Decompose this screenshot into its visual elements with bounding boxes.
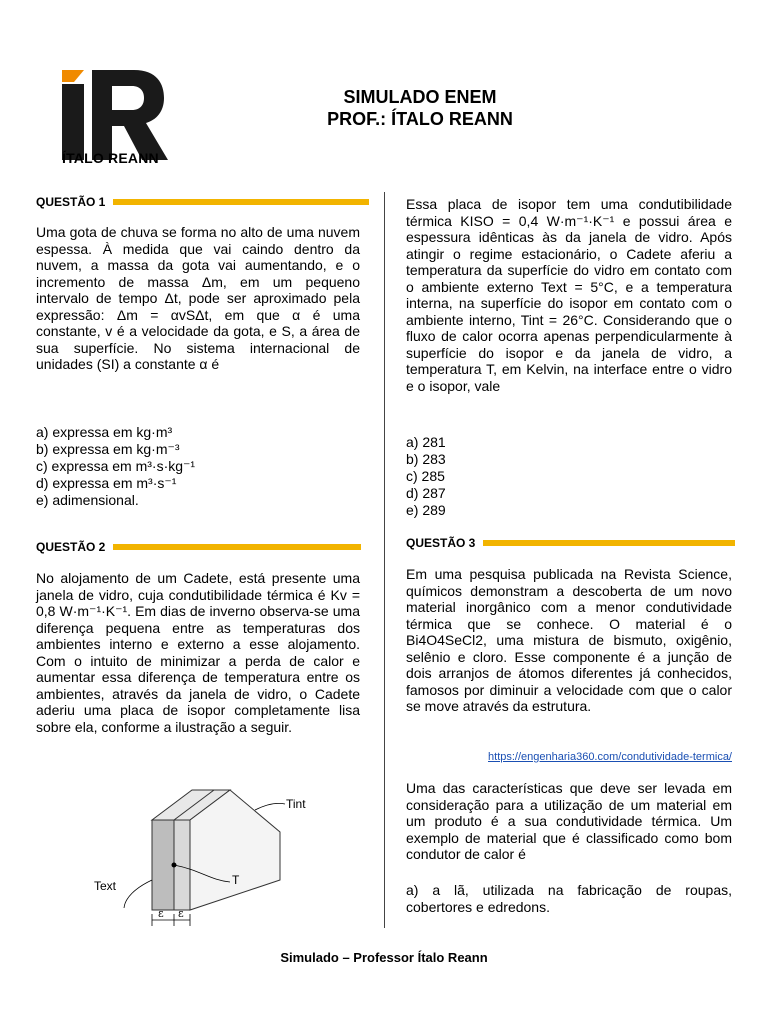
- option-b: b) expressa em kg·m⁻³: [36, 441, 180, 457]
- option-b: b) 283: [406, 451, 446, 467]
- question-1-text: Uma gota de chuva se forma no alto de uma nuvem espessa. À medida que vai caindo dentro da nuvem, a massa da gota vai aumentando, e o incremento de massa Δm, em um pequeno intervalo de tempo Δt, pode ser aproximado pela expressão: Δm = αvSΔt, em que α é uma constante, v é a velocidade da gota, e S, a área de sua superfície. No sistema internacional de unidades (SI) a constante α é: [36, 224, 360, 372]
- option-a: a) 281: [406, 434, 446, 450]
- question-3-label: QUESTÃO 3: [406, 536, 476, 550]
- question-3-question: Uma das características que deve ser levada em consideração para a utilização de um material em um produto é a sua condutividade térmica. Um exemplo de material que é classificado como bom condutor de calor é: [406, 780, 732, 862]
- option-a: a) expressa em kg·m³: [36, 424, 173, 440]
- question-2-heading: [36, 540, 361, 554]
- label-epsilon-1: ε: [158, 907, 164, 920]
- heading-accent-bar: [483, 540, 735, 546]
- window-insulation-figure: [80, 780, 320, 932]
- option-c: c) 285: [406, 468, 445, 484]
- label-tint: Tint: [286, 797, 306, 811]
- question-1-label: QUESTÃO 1: [36, 195, 106, 209]
- question-1-heading: [36, 195, 369, 209]
- question-3-heading: [406, 536, 735, 550]
- page-title: [260, 86, 580, 130]
- heading-accent-bar: [113, 199, 369, 205]
- label-epsilon-2: ε: [178, 907, 184, 920]
- column-divider: [384, 192, 385, 928]
- title-line-2: PROF.: ÍTALO REANN: [327, 109, 513, 129]
- option-e: e) adimensional.: [36, 492, 139, 508]
- question-3-option-a: a) a lã, utilizada na fabricação de roupas, cobertores e edredons.: [406, 882, 732, 915]
- question-2-options: [406, 434, 606, 519]
- question-1-options: [36, 424, 360, 509]
- question-3-text: Em uma pesquisa publicada na Revista Science, químicos demonstram a descoberta de um novo material inorgânico com a menor condutividade térmica que se conhece. O material é o Bi4O4SeCl2, uma mistura de bismuto, oxigênio, selênio e cloro. Esse componente é a junção de dois arranjos de átomos diferentes já conhecidos, famosos por diminuir a velocidade com que o calor se move através da estrutura.: [406, 566, 732, 714]
- source-link[interactable]: https://engenharia360.com/condutividade-termica/: [488, 751, 732, 763]
- question-2-text: No alojamento de um Cadete, está presente uma janela de vidro, cuja condutibilidade térmica é Kv = 0,8 W·m⁻¹·K⁻¹. Em dias de inverno observa-se uma diferença pequena entre as temperaturas dos ambientes interno e externo a esse alojamento. Com o intuito de minimizar a perda de calor e aumentar essa diferença de temperatura entre os ambientes, através da janela de vidro, o Cadete aderiu uma placa de isopor completamente lisa sobre ela, conforme a ilustração a seguir.: [36, 570, 360, 735]
- heading-accent-bar: [113, 544, 361, 550]
- option-c: c) expressa em m³·s·kg⁻¹: [36, 458, 196, 474]
- option-d: d) 287: [406, 485, 446, 501]
- label-text: Text: [94, 879, 117, 893]
- page-footer: Simulado – Professor Ítalo Reann: [280, 950, 488, 965]
- option-e: e) 289: [406, 502, 446, 518]
- label-t: T: [232, 873, 240, 887]
- question-2-continuation: Essa placa de isopor tem uma condutibilidade térmica KISO = 0,4 W·m⁻¹·K⁻¹ e possui área e espessura idênticas às da janela de vidro. Após atingir o regime estacionário, o Cadete aferiu a temperatura da superfície do vidro em contato com o ambiente externo Text = 5°C, e a temperatura interna, na superfície do isopor em contato com o ambiente interno, Tint = 26°C. Considerando que o fluxo de calor ocorra apenas perpendicularmente à superfície do isopor e da janela de vidro, a temperatura T, em Kelvin, na interface entre o vidro e o isopor, vale: [406, 196, 732, 394]
- question-2-label: QUESTÃO 2: [36, 540, 106, 554]
- option-d: d) expressa em m³·s⁻¹: [36, 475, 177, 491]
- title-line-1: SIMULADO ENEM: [343, 87, 497, 107]
- logo-wordmark: ÍTALO REANN: [62, 150, 159, 166]
